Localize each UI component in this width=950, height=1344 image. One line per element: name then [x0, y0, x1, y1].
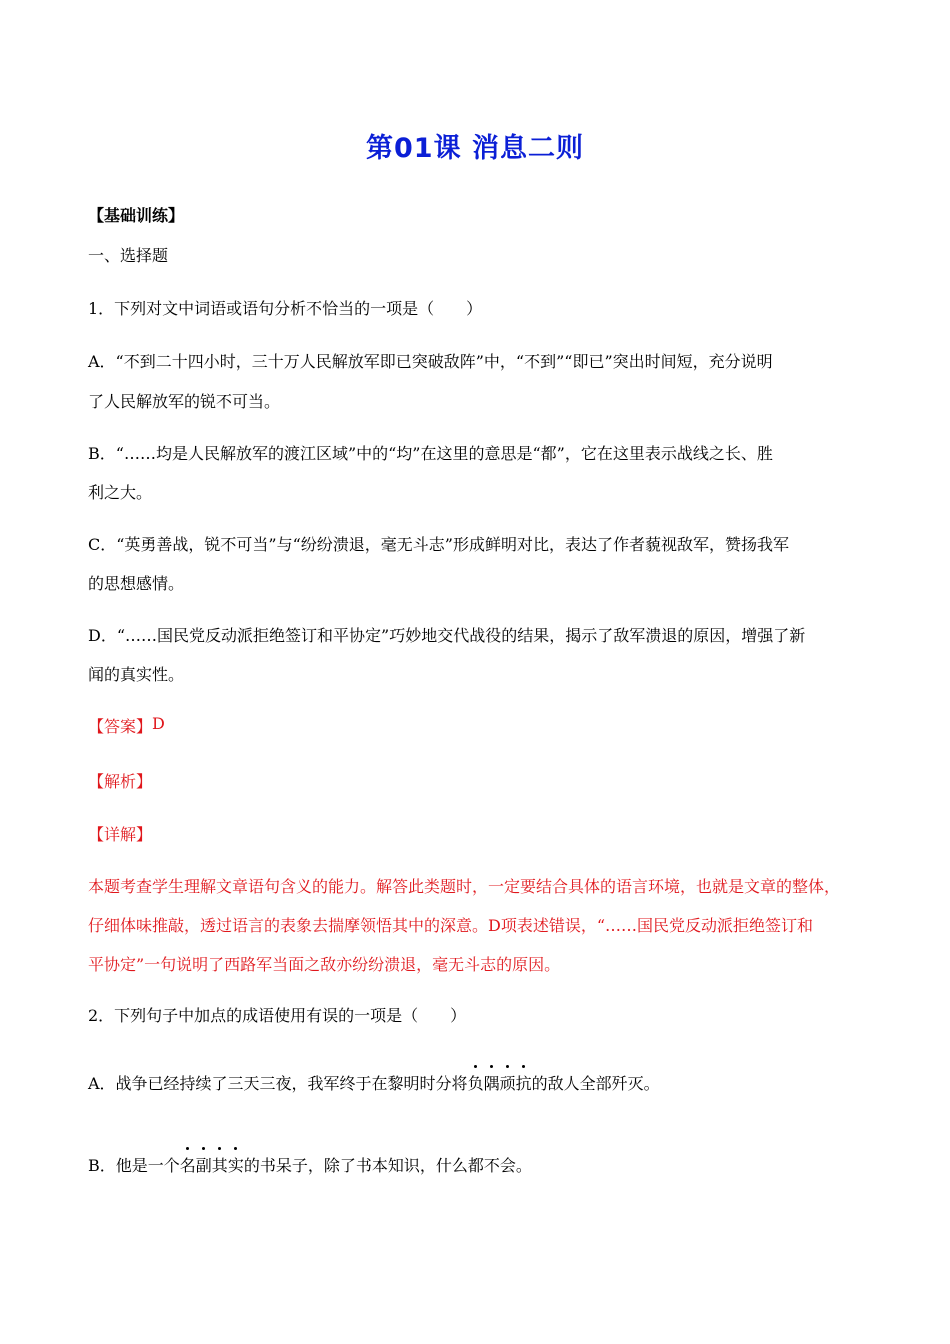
- dotted-char: 负: [467, 1074, 484, 1093]
- q2-option-a-suffix: 的敌人全部歼灭。: [531, 1074, 660, 1093]
- q1-option-d-line1: D．“……国民党反动派拒绝签订和平协定”巧妙地交代战役的结果，揭示了敌军溃退的原因，增强了新: [88, 626, 806, 645]
- dotted-char: 隅: [483, 1074, 500, 1093]
- detail-line-1: 本题考查学生理解文章语句含义的能力。解答此类题时，一定要结合具体的语言环境，也就是文章的整体，: [88, 877, 841, 896]
- answer-label: 【答案】: [88, 717, 153, 736]
- q1-option-c-line1: C．“英勇善战，锐不可当”与“纷纷溃退，毫无斗志”形成鲜明对比，表达了作者藐视敌军，赞扬我军: [88, 535, 789, 554]
- q2-option-a: [88, 1074, 660, 1094]
- q1-option-c-line2: 的思想感情。: [88, 574, 185, 593]
- answer-row: [88, 714, 165, 737]
- q1-option-d-line2: 闻的真实性。: [88, 665, 185, 684]
- lesson-title: 第01课 消息二则: [366, 133, 584, 164]
- dotted-char: 顽: [499, 1074, 516, 1093]
- question-1-stem: 1．下列对文中词语或语句分析不恰当的一项是（ ）: [88, 299, 483, 318]
- q2-option-a-prefix: A．战争已经持续了三天三夜，我军终于在黎明时分将: [88, 1074, 468, 1093]
- section-header: 【基础训练】: [88, 206, 185, 225]
- detail-label: 【详解】: [88, 825, 153, 844]
- q2-option-b-suffix: 的书呆子，除了书本知识，什么都不会。: [243, 1156, 532, 1175]
- q1-option-a-line2: 了人民解放军的锐不可当。: [88, 392, 281, 411]
- answer-value: D: [152, 714, 165, 733]
- detail-line-2: 仔细体味推敲，透过语言的表象去揣摩领悟其中的深意。D项表述错误，“……国民党反动派拒绝签订和: [88, 916, 814, 935]
- detail-line-3: 平协定”一句说明了西路军当面之敌亦纷纷溃退，毫无斗志的原因。: [88, 955, 561, 974]
- dotted-char: 副: [195, 1156, 212, 1175]
- q2-option-b-prefix: B．他是一个: [88, 1156, 180, 1175]
- question-2-stem: 2．下列句子中加点的成语使用有误的一项是（ ）: [88, 1006, 467, 1025]
- dotted-char: 抗: [515, 1074, 532, 1093]
- dotted-char: 其: [211, 1156, 228, 1175]
- dotted-char: 名: [179, 1156, 196, 1175]
- q2-option-b-dotted-idiom: [180, 1156, 244, 1176]
- q2-option-a-dotted-idiom: [468, 1074, 532, 1094]
- q2-option-b: [88, 1156, 532, 1176]
- q1-option-b-line2: 利之大。: [88, 483, 153, 502]
- subsection-heading: 一、选择题: [88, 246, 169, 265]
- dotted-char: 实: [227, 1156, 244, 1175]
- q1-option-a-line1: A．“不到二十四小时，三十万人民解放军即已突破敌阵”中，“不到”“即已”突出时间短，充分说明: [88, 352, 773, 371]
- q1-option-b-line1: B．“……均是人民解放军的渡江区域”中的“均”在这里的意思是“都”，它在这里表示战线之长、胜: [88, 444, 773, 463]
- analysis-label: 【解析】: [88, 772, 153, 791]
